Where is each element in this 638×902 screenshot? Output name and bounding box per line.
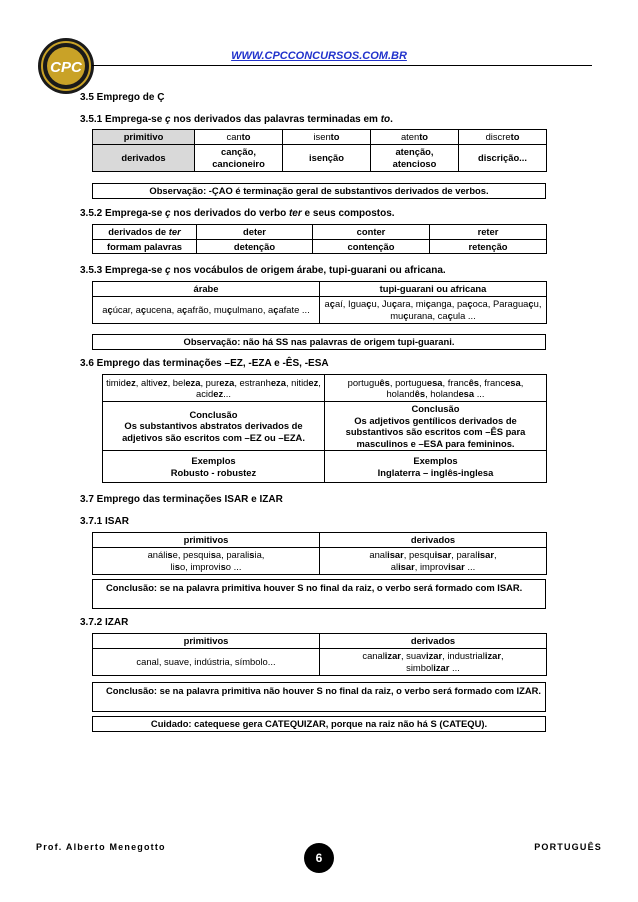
cell: canal, suave, indústria, símbolo...: [93, 648, 320, 675]
cell: isenção: [283, 144, 371, 171]
examples-label: Exemplos: [413, 455, 458, 466]
table-row: [93, 130, 547, 145]
cell-tupi: tupi-guarani ou africana: [320, 282, 547, 297]
logo-text: CPC: [50, 59, 82, 76]
cell: timidez, altivez, beleza, pureza, estranheza, nitidez, acidez...: [103, 375, 325, 402]
table-row: [93, 648, 547, 675]
table-ter-derivatives: [92, 224, 547, 254]
section-3-7-1-title: 3.7.1 ISAR: [80, 516, 129, 527]
table-ez-esa: [102, 374, 547, 483]
cell: discrição...: [459, 144, 547, 171]
cell: canção, cancioneiro: [195, 144, 283, 171]
section-3-7-title: 3.7 Emprego das terminações ISAR e IZAR: [80, 494, 283, 505]
page-number: 6: [304, 843, 334, 873]
site-url[interactable]: WWW.CPCCONCURSOS.COM.BR: [231, 50, 407, 62]
table-izar: [92, 633, 547, 676]
table-row: [93, 144, 547, 171]
conclusion-label: Conclusão: [411, 403, 460, 414]
table-row: [103, 375, 547, 402]
cell: analisar, pesquisar, paralisar, alisar, improvisar ...: [320, 547, 547, 574]
cell: açúcar, açucena, açafrão, muçulmano, açafate ...: [93, 296, 320, 323]
examples-label: Exemplos: [191, 455, 236, 466]
example-es: Inglaterra – inglês-inglesa: [377, 466, 494, 478]
table-row: [103, 402, 547, 451]
cell: isento: [283, 130, 371, 145]
section-3-5-3-title: 3.5.3 Emprega-se ç nos vocábulos de origem árabe, tupi-guarani ou africana.: [80, 265, 446, 276]
cell: português, portuguesa, francês, francesa, holandês, holandesa ...: [325, 375, 547, 402]
cell: derivados: [320, 634, 547, 649]
section-3-5-1-title: 3.5.1 Emprega-se ç nos derivados das palavras terminadas em to.: [80, 114, 393, 125]
cell: deter: [197, 225, 313, 240]
cell: formam palavras: [93, 239, 197, 254]
cell-derivados: derivados: [93, 144, 195, 171]
cell: [325, 402, 547, 451]
table-row: [93, 239, 547, 254]
cell: contenção: [313, 239, 430, 254]
cell: [103, 402, 325, 451]
table-row: [93, 547, 547, 574]
cpc-logo: [36, 36, 96, 96]
cell: [103, 451, 325, 483]
cell-primitivo: primitivo: [93, 130, 195, 145]
table-row: [93, 296, 547, 323]
cell: derivados de ter: [93, 225, 197, 240]
cell: atento: [371, 130, 459, 145]
cell: açaí, Iguaçu, Juçara, miçanga, paçoca, Paraguaçu, muçurana, caçula ...: [320, 296, 547, 323]
cell: [325, 451, 547, 483]
observation-cao: Observação: -ÇAO é terminação geral de substantivos derivados de verbos.: [92, 183, 546, 199]
table-row: [93, 282, 547, 297]
section-3-7-2-title: 3.7.2 IZAR: [80, 617, 129, 628]
cell: canalizar, suavizar, industrializar, simbolizar ...: [320, 648, 547, 675]
cell: reter: [430, 225, 547, 240]
cell: canto: [195, 130, 283, 145]
cell: retenção: [430, 239, 547, 254]
table-origin-words: [92, 281, 547, 324]
section-3-5-title: 3.5 Emprego de Ç: [80, 92, 165, 103]
conclusion-ez: Os substantivos abstratos derivados de adjetivos são escritos com –EZ ou –EZA.: [122, 420, 305, 443]
caution-catequizar: Cuidado: catequese gera CATEQUIZAR, porque na raiz não há S (CATEQU).: [92, 716, 546, 732]
table-row: [93, 634, 547, 649]
cell: detenção: [197, 239, 313, 254]
cell: conter: [313, 225, 430, 240]
conclusion-label: Conclusão: [189, 408, 238, 420]
cell: primitivos: [93, 533, 320, 548]
conclusion-izar: Conclusão: se na palavra primitiva não houver S no final da raiz, o verbo será formado com IZAR.: [92, 682, 546, 712]
table-to-derivatives: [92, 129, 547, 172]
table-row: [103, 451, 547, 483]
cell: análise, pesquisa, paralisia, liso, improviso ...: [93, 547, 320, 574]
example-ez: Robusto - robustez: [170, 466, 257, 478]
conclusion-es: Os adjetivos gentílicos derivados de substantivos são escritos com –ÊS para masculinos e –ESA para femininos.: [345, 414, 526, 449]
conclusion-isar: Conclusão: se na palavra primitiva houver S no final da raiz, o verbo será formado com ISAR.: [92, 579, 546, 609]
table-row: [93, 225, 547, 240]
table-isar: [92, 532, 547, 575]
cell: derivados: [320, 533, 547, 548]
footer-author: Prof. Alberto Menegotto: [36, 842, 166, 852]
cell: atenção, atencioso: [371, 144, 459, 171]
footer-subject: PORTUGUÊS: [534, 842, 602, 852]
cell: discreto: [459, 130, 547, 145]
section-3-6-title: 3.6 Emprego das terminações –EZ, -EZA e -ÊS, -ESA: [80, 358, 329, 369]
observation-ss: Observação: não há SS nas palavras de origem tupi-guarani.: [92, 334, 546, 350]
cell-arabe: árabe: [93, 282, 320, 297]
header-rule: [92, 65, 592, 66]
table-row: [93, 533, 547, 548]
section-3-5-2-title: 3.5.2 Emprega-se ç nos derivados do verbo ter e seus compostos.: [80, 208, 395, 219]
cell: primitivos: [93, 634, 320, 649]
